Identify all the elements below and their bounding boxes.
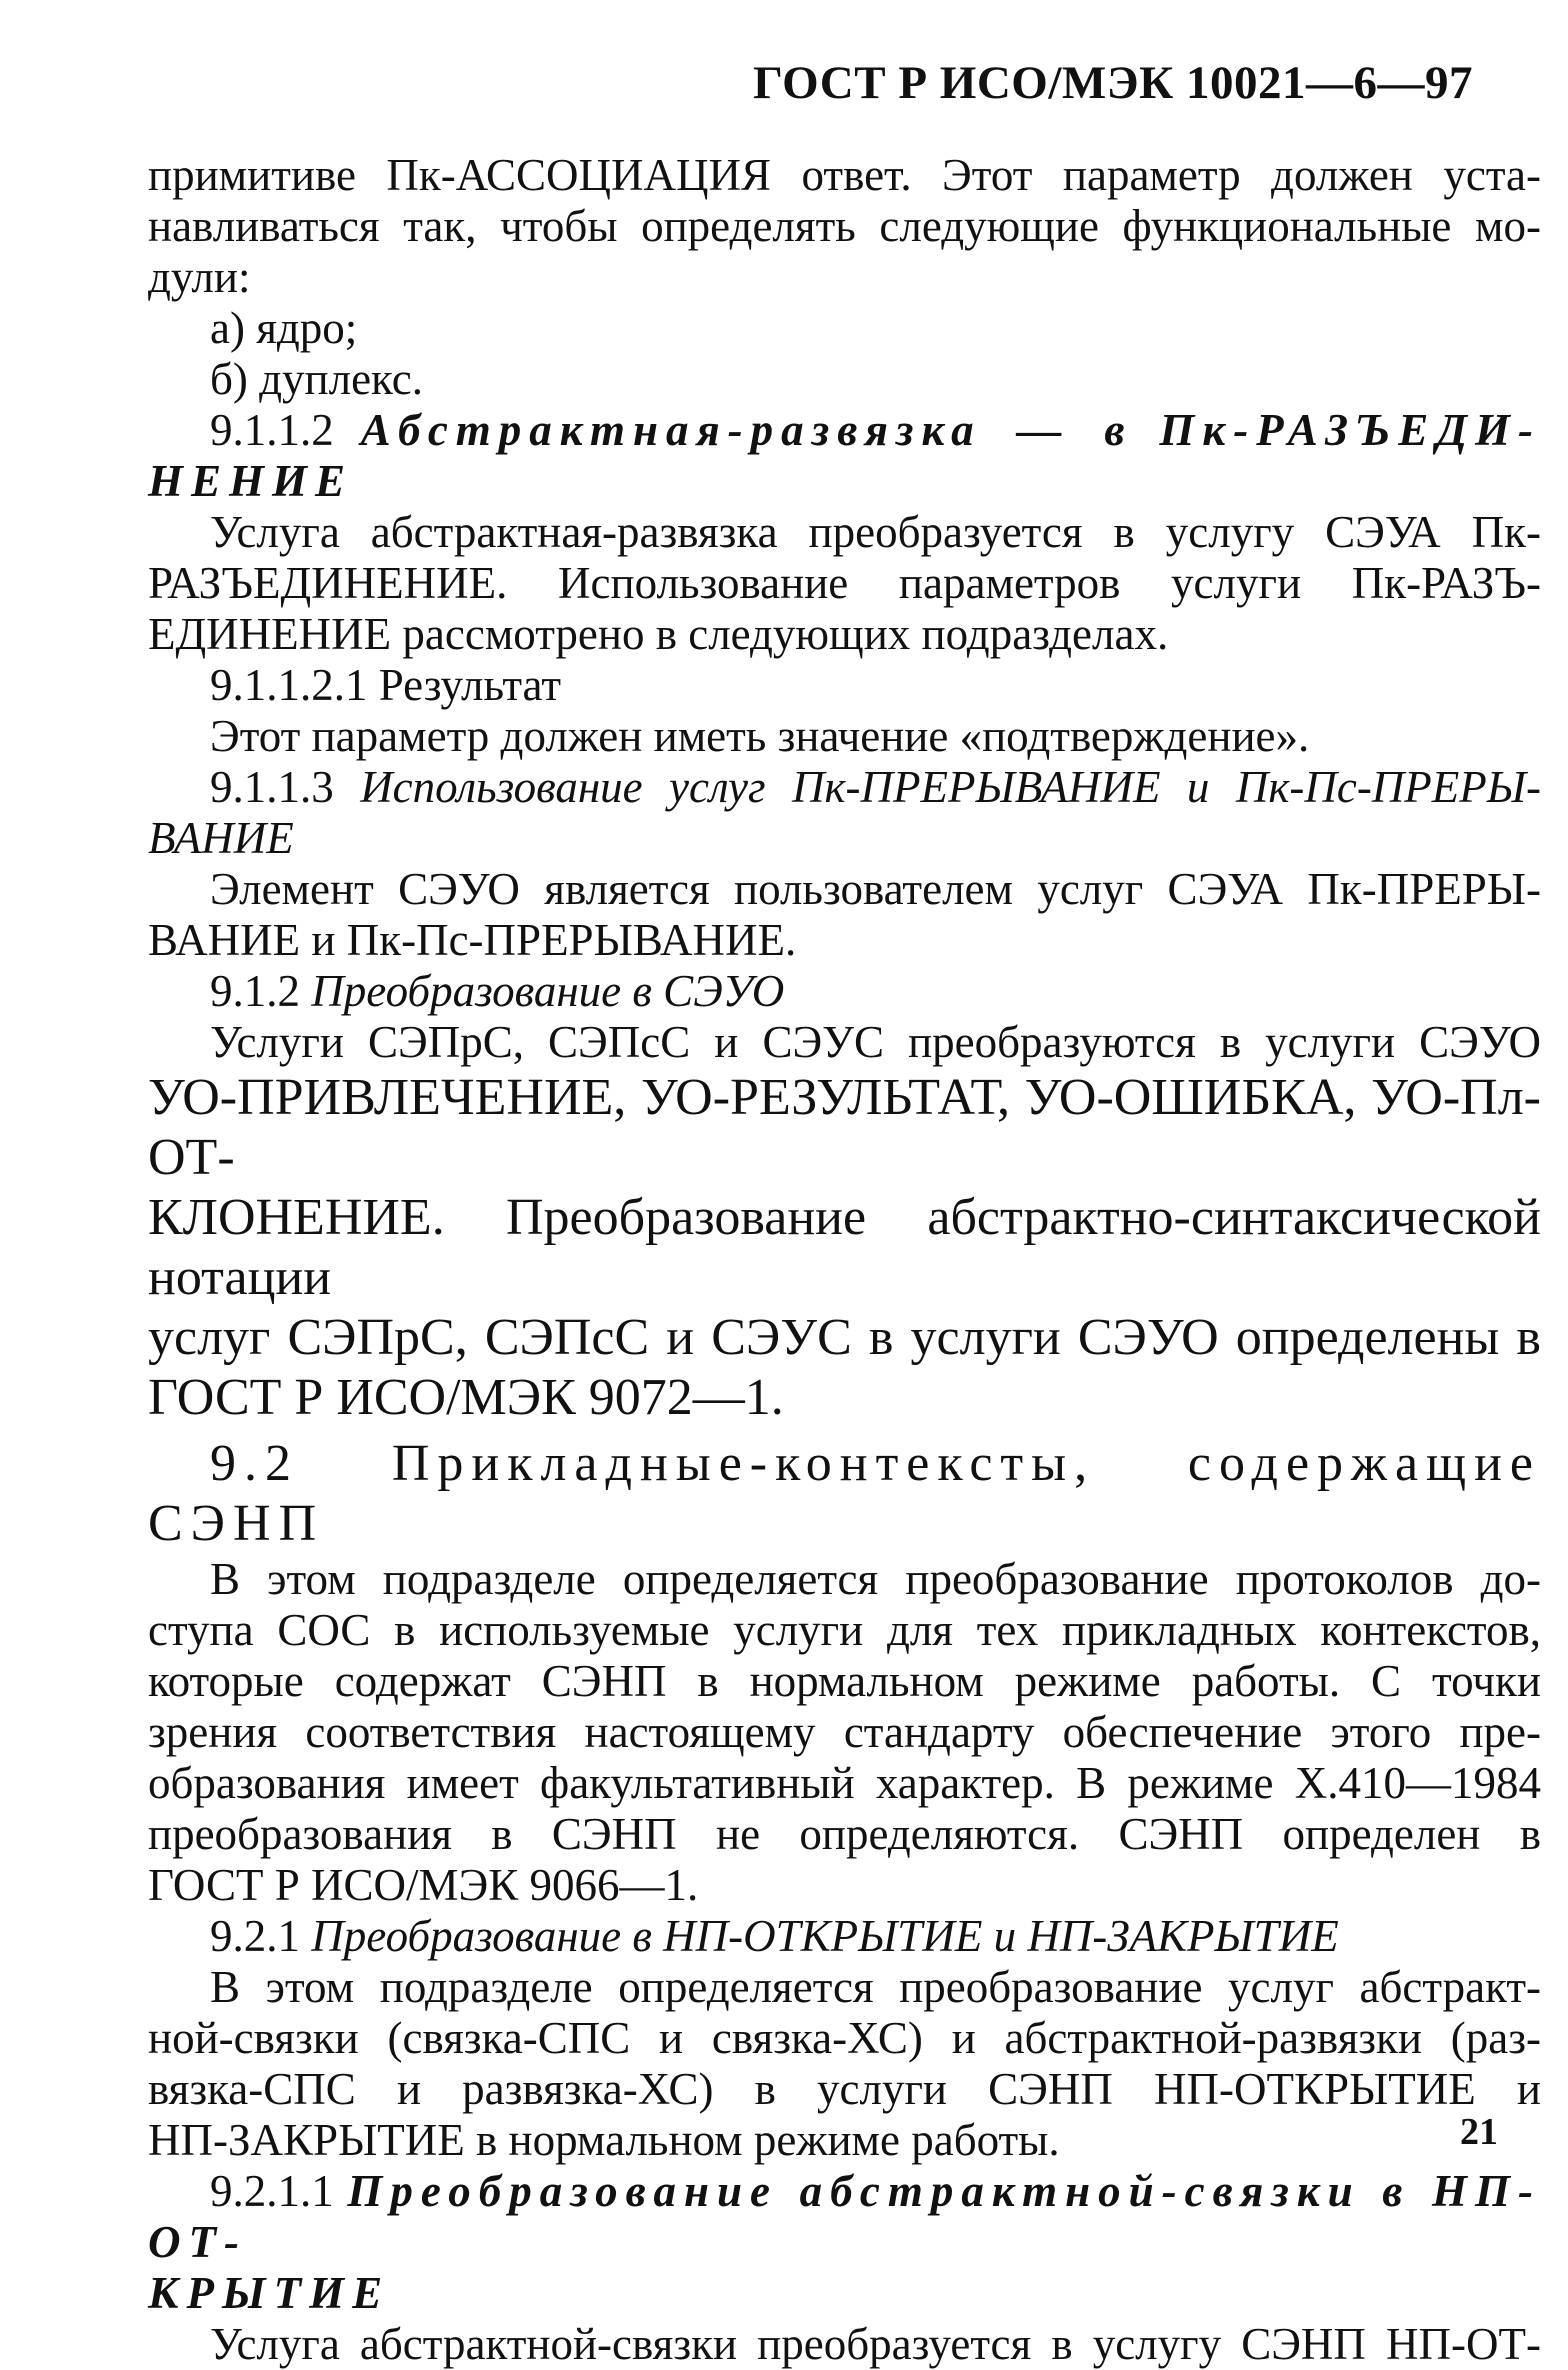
text-line: Услуга абстрактной-связки преобразуется в услугу СЭНП НП-ОТ- (210, 2319, 1541, 2369)
text-line: которые содержат СЭНП в нормальном режиме работы. С точки (148, 1656, 1541, 1706)
section-number: 9.1.2 (210, 966, 300, 1016)
section-heading (148, 762, 1541, 813)
text-line: ВАНИЕ и Пк-Пс-ПРЕРЫВАНИЕ. (148, 915, 797, 965)
text-line: ступа СОС в используемые услуги для тех прикладных контекстов, (148, 1605, 1541, 1655)
text-line: Этот параметр должен иметь значение «подтверждение». (210, 711, 1310, 761)
section-title: Пк-РАЗЪЕДИ- (1159, 405, 1541, 455)
text-line: примитиве Пк-АССОЦИАЦИЯ ответ. Этот параметр должен уста- (148, 150, 1541, 200)
section-number: 9.1.1.3 (210, 762, 334, 812)
text-line: Услуги СЭПрС, СЭПсС и СЭУС преобразуются в услуги СЭУО (210, 1017, 1541, 1067)
section-title: Преобразование в СЭУО (311, 966, 785, 1016)
text-line: В этом подразделе определяется преобразование протоколов до- (210, 1554, 1541, 1604)
list-item: а) ядро; (210, 303, 358, 353)
text-line: зрения соответствия настоящему стандарту обеспечение этого пре- (148, 1707, 1541, 1757)
list-item: б) дуплекс. (210, 354, 424, 404)
document-header: ГОСТ Р ИСО/МЭК 10021—6—97 (752, 57, 1473, 109)
section-title: Преобразование в НП-ОТКРЫТИЕ и НП-ЗАКРЫТИЕ (311, 1911, 1339, 1961)
text-line: УО-ПРИВЛЕЧЕНИЕ, УО-РЕЗУЛЬТАТ, УО-ОШИБКА, УО-Пл-ОТ- (148, 1069, 1541, 1186)
section-heading (148, 2166, 1541, 2268)
section-title: Преобразование абстрактной-связки в НП-ОТ- (148, 2166, 1541, 2267)
text-line: вязка-СПС и развязка-ХС) в услуги СЭНП НП-ОТКРЫТИЕ и (148, 2064, 1541, 2114)
text-line: В этом подразделе определяется преобразование услуг абстракт- (210, 1962, 1541, 2012)
section-title: Абстрактная-развязка — в (360, 405, 1133, 455)
text-line: образования имеет факультативный характер. В режиме X.410—1984 (148, 1758, 1541, 1808)
section-heading: 9.2 Прикладные-контексты, содержащие СЭНП (148, 1435, 1541, 1552)
section-number: 9.2.1.1 (210, 2166, 334, 2216)
section-heading: 9.1.1.2.1 Результат (210, 660, 562, 710)
page-number: 21 (1460, 2111, 1498, 2153)
section-title: НЕНИЕ (148, 456, 354, 506)
text-line: НП-ЗАКРЫТИЕ в нормальном режиме работы. (148, 2115, 1060, 2165)
text-line: дули: (148, 252, 251, 302)
text-line: Услуга абстрактная-развязка преобразуется в услугу СЭУА Пк- (210, 507, 1541, 557)
text-line: Элемент СЭУО является пользователем услуг СЭУА Пк-ПРЕРЫ- (210, 864, 1541, 914)
section-number: 9.1.1.2 (210, 405, 334, 455)
section-number: 9.2.1 (210, 1911, 300, 1961)
section-title: ВАНИЕ (148, 813, 294, 863)
text-line: РАЗЪЕДИНЕНИЕ. Использование параметров услуги Пк-РАЗЪ- (148, 558, 1541, 608)
section-heading (148, 966, 1541, 1017)
text-line: услуг СЭПрС, СЭПсС и СЭУС в услуги СЭУО определены в (148, 1309, 1541, 1366)
section-title: КРЫТИЕ (148, 2268, 391, 2318)
text-line: ГОСТ Р ИСО/МЭК 9066—1. (148, 1860, 699, 1910)
document-body (148, 150, 1541, 2370)
section-heading (148, 405, 1541, 456)
section-heading (148, 1911, 1541, 1962)
text-line: преобразования в СЭНП не определяются. СЭНП определен в (148, 1809, 1541, 1859)
text-line: навливаться так, чтобы определять следующие функциональные мо- (148, 201, 1541, 251)
text-line: КЛОНЕНИЕ. Преобразование абстрактно-синтаксической нотации (148, 1189, 1541, 1306)
text-line: ЕДИНЕНИЕ рассмотрено в следующих подразделах. (148, 609, 1169, 659)
section-title: Использование услуг Пк-ПРЕРЫВАНИЕ и Пк-Пс-ПРЕРЫ- (360, 762, 1542, 812)
text-line: ГОСТ Р ИСО/МЭК 9072—1. (148, 1369, 784, 1426)
text-line: ной-связки (связка-СПС и связка-ХС) и абстрактной-развязки (раз- (148, 2013, 1541, 2063)
